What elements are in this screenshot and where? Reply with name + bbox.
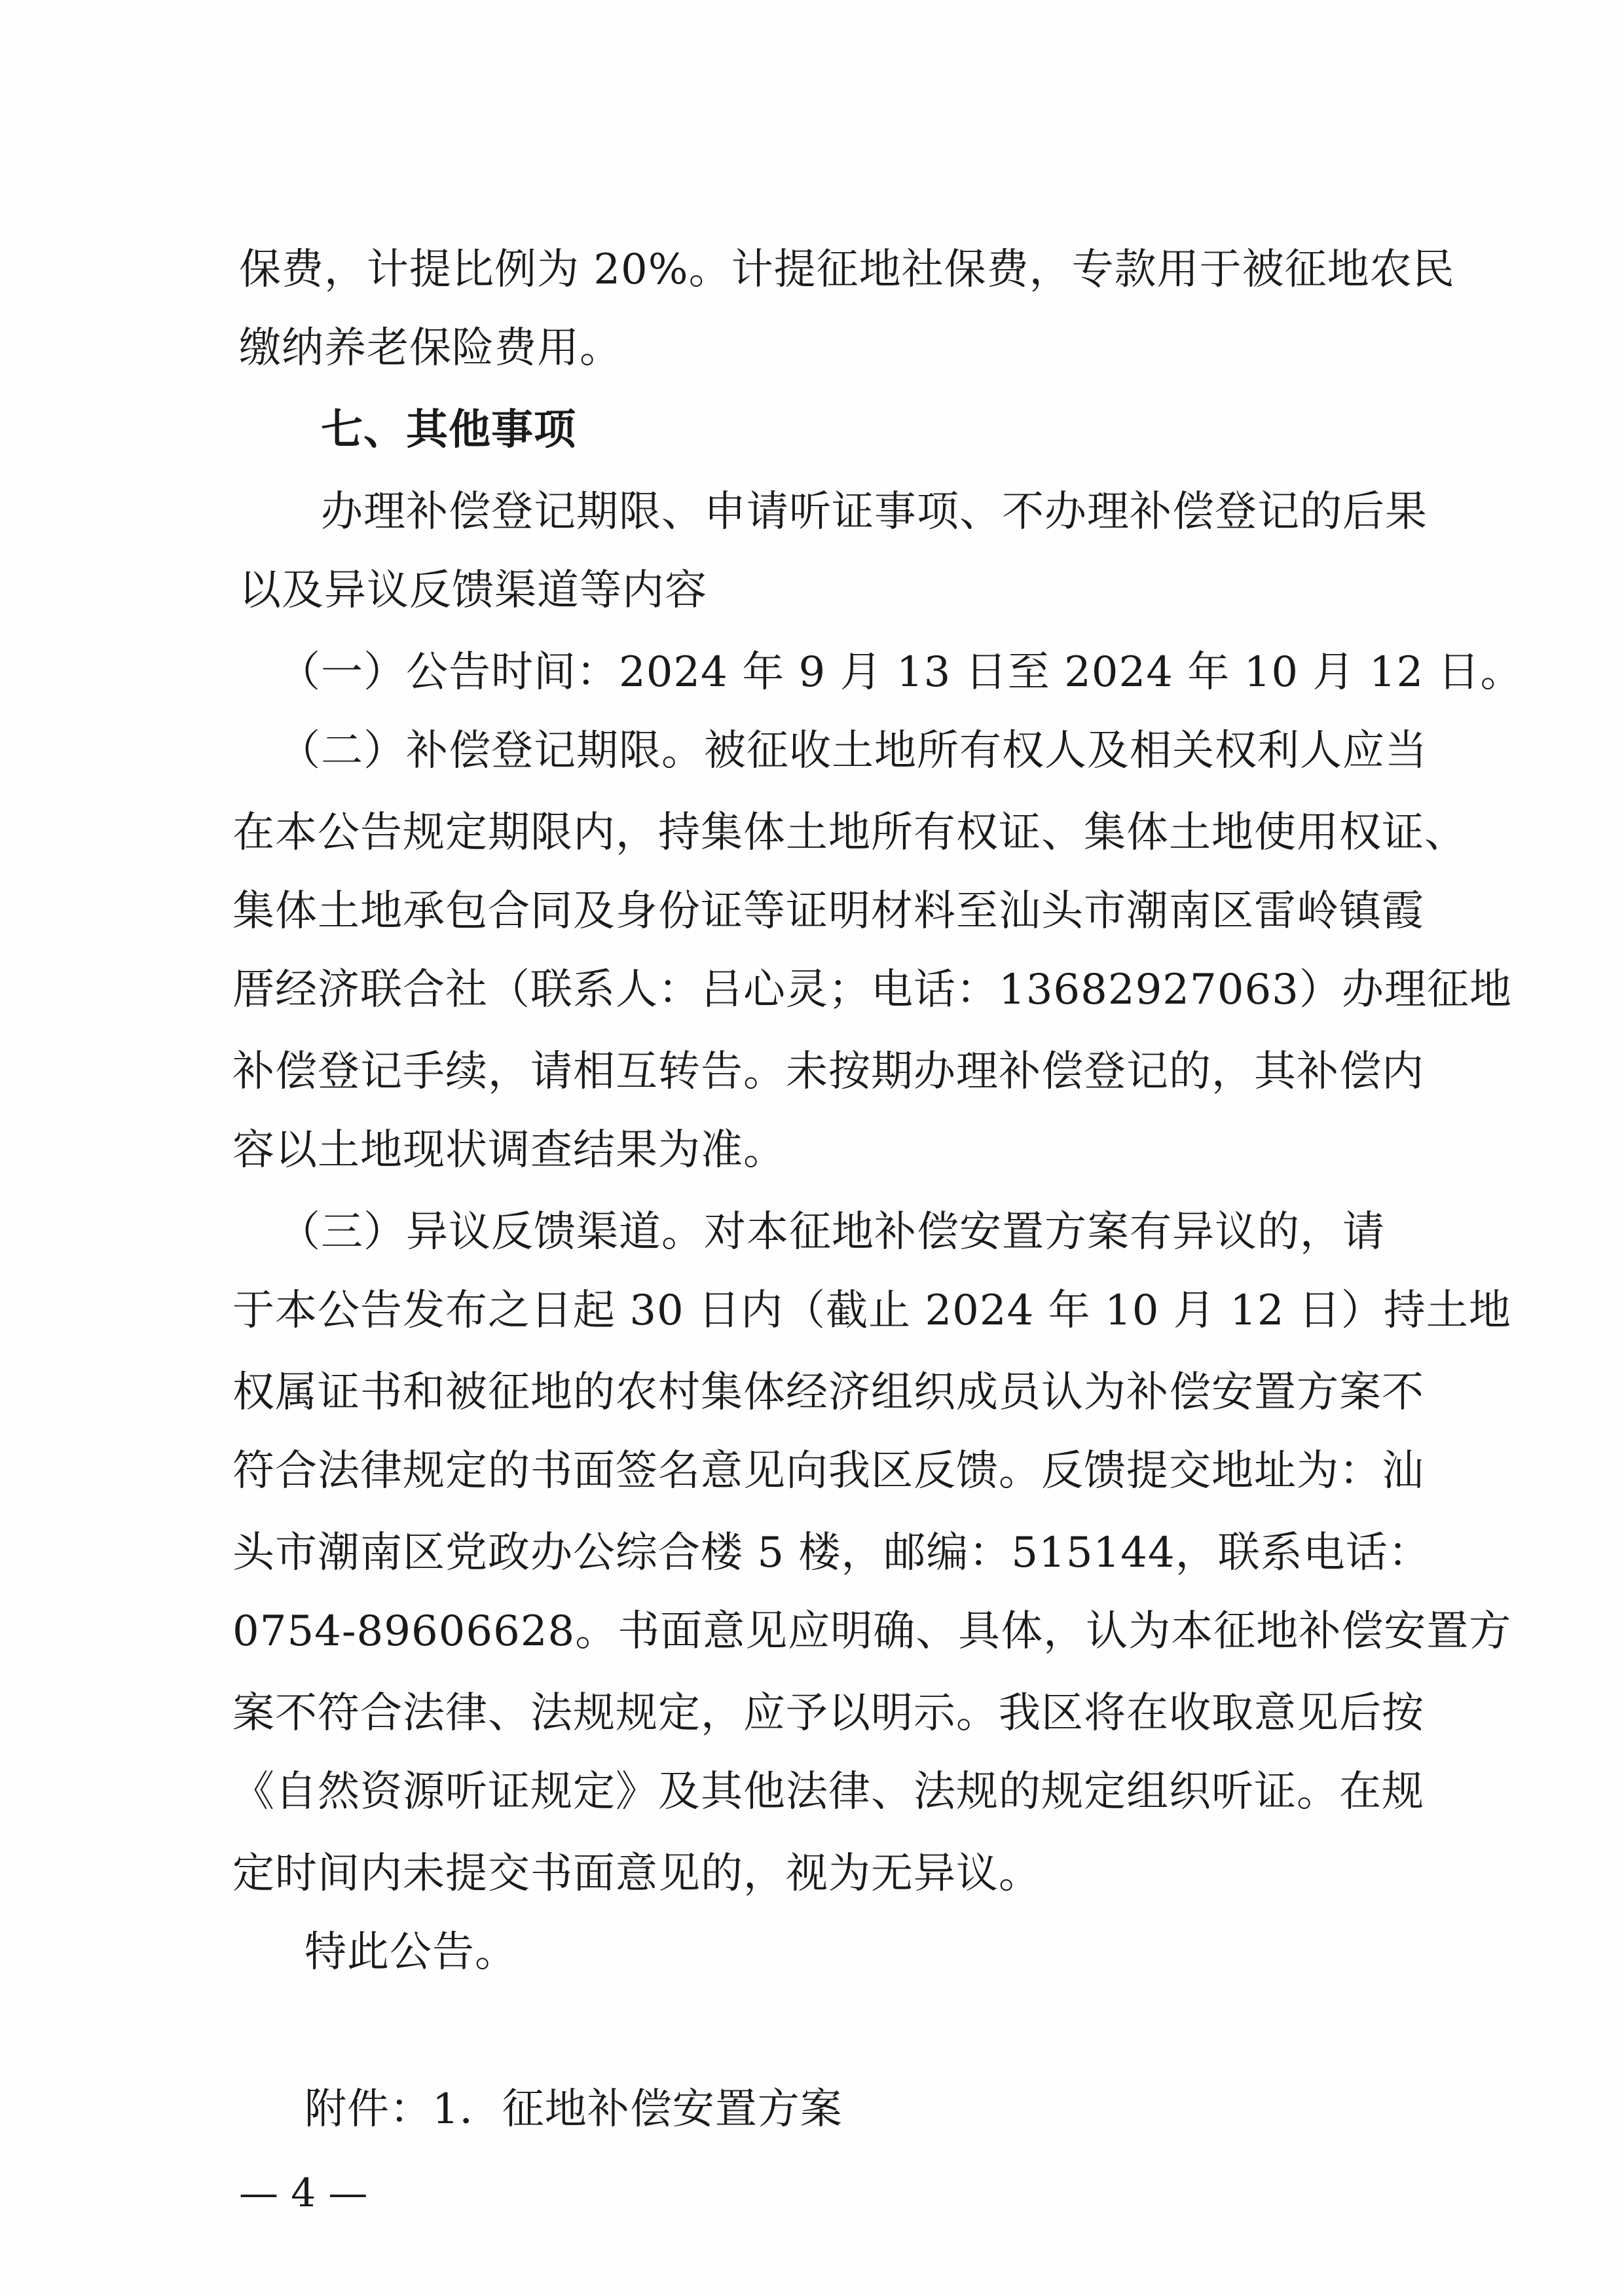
body-line-2: 缴纳养老保险费用。	[239, 324, 622, 373]
body-line-5: 以及异议反馈渠道等内容	[239, 566, 707, 615]
item-2-line-3: 集体土地承包合同及身份证等证明材料至汕头市潮南区雷岭镇霞	[232, 887, 1424, 936]
item-3-line-6: 0754-89606628。书面意见应明确、具体，认为本征地补偿安置方	[232, 1607, 1512, 1656]
item-3-line-8: 《自然资源听证规定》及其他法律、法规的规定组织听证。在规	[232, 1768, 1424, 1816]
page-number: — 4 —	[239, 2170, 368, 2216]
item-3-line-7: 案不符合法律、法规规定，应予以明示。我区将在收取意见后按	[232, 1689, 1424, 1738]
item-3-line-4: 符合法律规定的书面签名意见向我区反馈。反馈提交地址为：汕	[232, 1447, 1424, 1495]
item-3-line-2: 于本公告发布之日起 30 日内（截止 2024 年 10 月 12 日）持土地	[232, 1286, 1511, 1335]
attachment-line: 附件：1．征地补偿安置方案	[304, 2085, 843, 2134]
item-2-line-6: 容以土地现状调查结果为准。	[232, 1126, 786, 1175]
item-3-line-5: 头市潮南区党政办公综合楼 5 楼，邮编：515144，联系电话：	[232, 1529, 1431, 1577]
item-1-line-1: （一）公告时间：2024 年 9 月 13 日至 2024 年 10 月 12 日。	[278, 648, 1523, 697]
closing-remark: 特此公告。	[304, 1928, 517, 1977]
section-heading-7: 七、其他事项	[321, 405, 576, 454]
item-3-line-3: 权属证书和被征地的农村集体经济组织成员认为补偿安置方案不	[232, 1368, 1424, 1417]
item-2-line-5: 补偿登记手续，请相互转告。未按期办理补偿登记的，其补偿内	[232, 1048, 1424, 1096]
item-2-line-2: 在本公告规定期限内，持集体土地所有权证、集体土地使用权证、	[232, 809, 1467, 857]
body-line-1: 保费，计提比例为 20%。计提征地社保费，专款用于被征地农民	[239, 246, 1455, 294]
item-2-line-1: （二）补偿登记期限。被征收土地所有权人及相关权利人应当	[278, 727, 1428, 775]
item-3-line-1: （三）异议反馈渠道。对本征地补偿安置方案有异议的，请	[278, 1208, 1385, 1256]
item-3-line-9: 定时间内未提交书面意见的，视为无异议。	[232, 1850, 1041, 1898]
item-2-line-4: 厝经济联合社（联系人：吕心灵；电话：13682927063）办理征地	[232, 966, 1512, 1014]
body-line-4: 办理补偿登记期限、申请听证事项、不办理补偿登记的后果	[321, 488, 1428, 536]
